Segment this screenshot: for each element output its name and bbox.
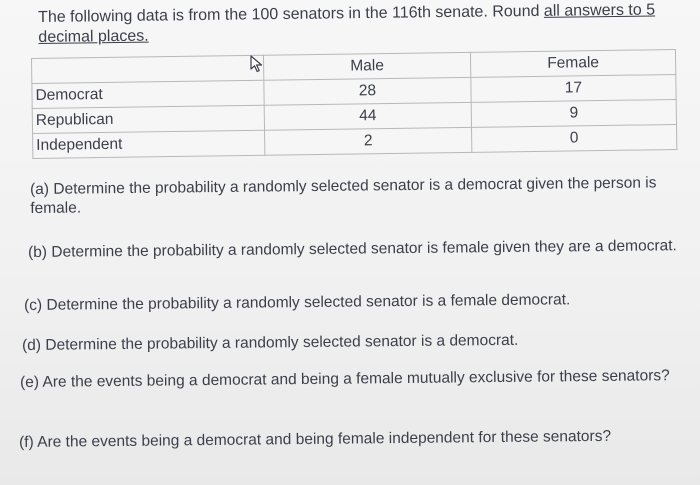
question-f: (f) Are the events being a democrat and being female independent for these senators? [19,427,612,451]
cell-republican-male: 44 [264,102,471,130]
question-c: (c) Determine the probability a randomly selected senator is a female democrat. [24,291,571,314]
intro-text [38,0,678,48]
row-label-democrat: Democrat [32,80,264,108]
cell-democrat-female: 17 [471,74,676,102]
cell-independent-male: 2 [265,127,472,155]
header-male: Male [263,52,470,80]
data-table [31,49,677,159]
header-empty-cell [32,55,264,83]
header-female: Female [470,50,675,78]
cell-democrat-male: 28 [264,77,471,105]
question-e: (e) Are the events being a democrat and being a female mutually exclusive for these senators? [20,367,670,391]
mouse-pointer-icon [250,55,264,73]
question-d: (d) Determine the probability a randomly selected senator is a democrat. [22,331,519,354]
senate-table [31,49,677,159]
row-label-independent: Independent [33,130,265,158]
intro-rounding-instruction: all answers to 5 decimal places. [38,1,656,46]
cell-independent-female: 0 [472,124,677,152]
question-b: (b) Determine the probability a randomly selected senator is female given they are a democrat. [28,237,677,261]
row-label-republican: Republican [32,105,264,133]
intro-lead: The following data is from the 100 senators in the 116th senate. Round [38,2,544,26]
question-a: (a) Determine the probability a randomly selected senator is a democrat given the person is female. [30,174,657,217]
cell-republican-female: 9 [471,99,676,127]
